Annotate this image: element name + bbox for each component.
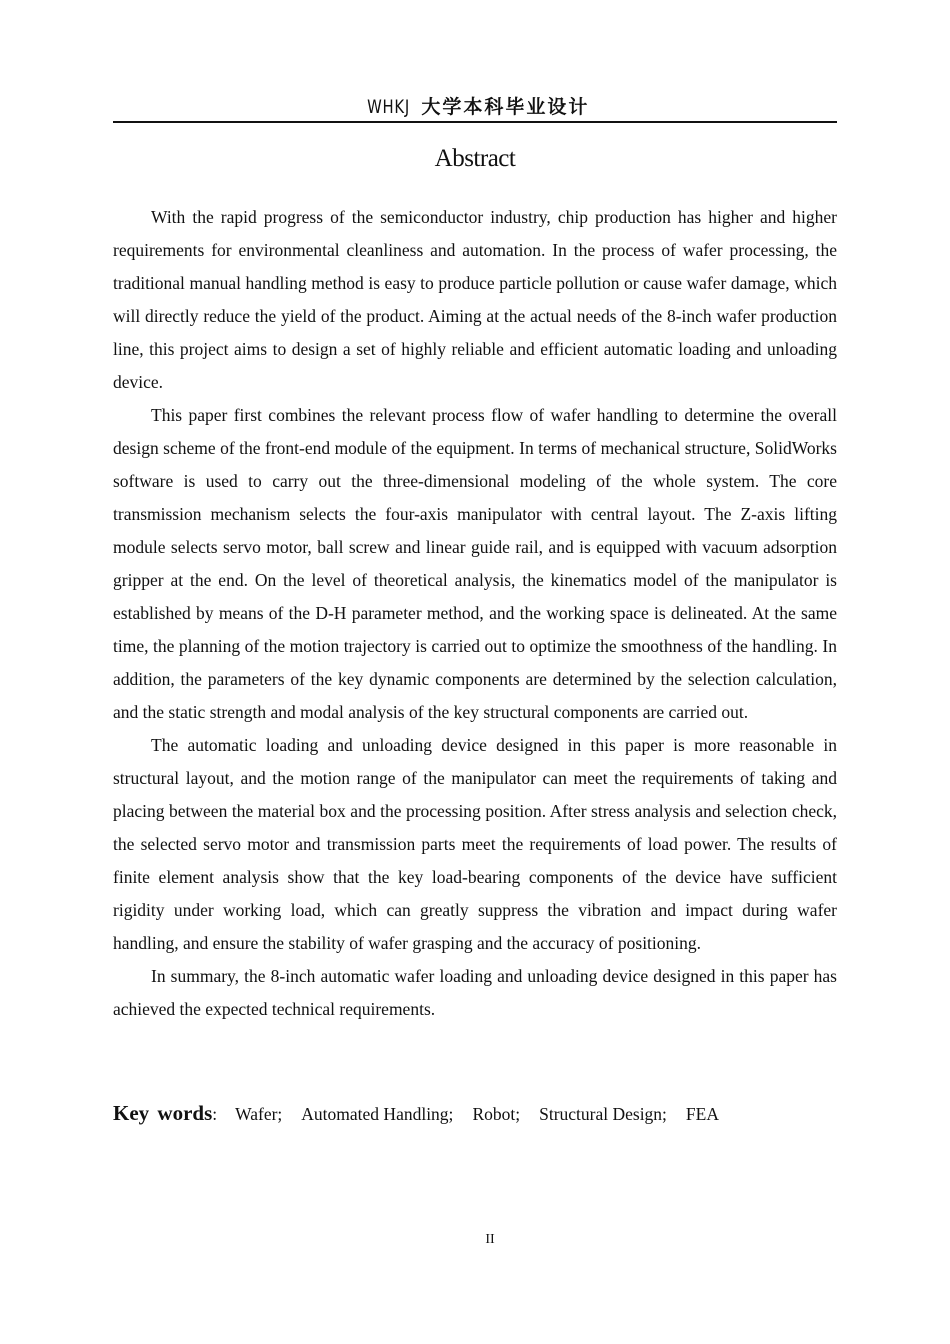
page-title: Abstract — [434, 145, 516, 172]
abstract-body — [113, 201, 837, 1026]
page-number: II — [485, 1232, 495, 1247]
keyword: Structural Design; — [539, 1104, 667, 1124]
page-header — [113, 92, 837, 122]
keywords-label: Key words — [113, 1101, 213, 1125]
keyword: Wafer; — [235, 1104, 283, 1124]
header-school-code: WHKJ — [366, 96, 410, 118]
abstract-paragraph: The automatic loading and unloading device designed in this paper is more reasonable in structural layout, and the motion range of the manipulator can meet the requirements of taking and placing between the material box and the processing position. After stress analysis and selection check, the selected servo motor and transmission parts meet the requirements of load power. The results of finite element analysis show that the key load-bearing components of the device have sufficient rigidity under working load, which can greatly suppress the vibration and impact during wafer handling, and ensure the stability of wafer grasping and the accuracy of positioning. — [113, 735, 837, 953]
header-document-type: 大学本科毕业设计 — [421, 96, 590, 118]
keywords-colon: : — [212, 1104, 218, 1124]
keyword: Automated Handling; — [301, 1104, 454, 1124]
abstract-paragraph: In summary, the 8-inch automatic wafer loading and unloading device designed in this paper has achieved the expected technical requirements. — [113, 966, 837, 1019]
header-rule — [113, 121, 837, 123]
keyword: Robot; — [472, 1104, 521, 1124]
abstract-paragraph: With the rapid progress of the semiconductor industry, chip production has higher and higher requirements for environmental cleanliness and automation. In the process of wafer processing, the traditional manual handling method is easy to produce particle pollution or cause wafer damage, which will directly reduce the yield of the product. Aiming at the actual needs of the 8-inch wafer production line, this project aims to design a set of highly reliable and efficient automatic loading and unloading device. — [113, 207, 837, 392]
abstract-paragraph: This paper first combines the relevant process flow of wafer handling to determine the overall design scheme of the front-end module of the equipment. In terms of mechanical structure, SolidWorks software is used to carry out the three-dimensional modeling of the whole system. The core transmission mechanism selects the four-axis manipulator with central layout. The Z-axis lifting module selects servo motor, ball screw and linear guide rail, and is equipped with vacuum adsorption gripper at the end. On the level of theoretical analysis, the kinematics model of the manipulator is established by means of the D-H parameter method, and the working space is delineated. At the same time, the planning of the motion trajectory is carried out to optimize the smoothness of the handling. In addition, the parameters of the key dynamic components are determined by the selection calculation, and the static strength and modal analysis of the key structural components are carried out. — [113, 405, 837, 722]
keywords-line — [113, 1097, 837, 1130]
keyword: FEA — [685, 1104, 719, 1124]
